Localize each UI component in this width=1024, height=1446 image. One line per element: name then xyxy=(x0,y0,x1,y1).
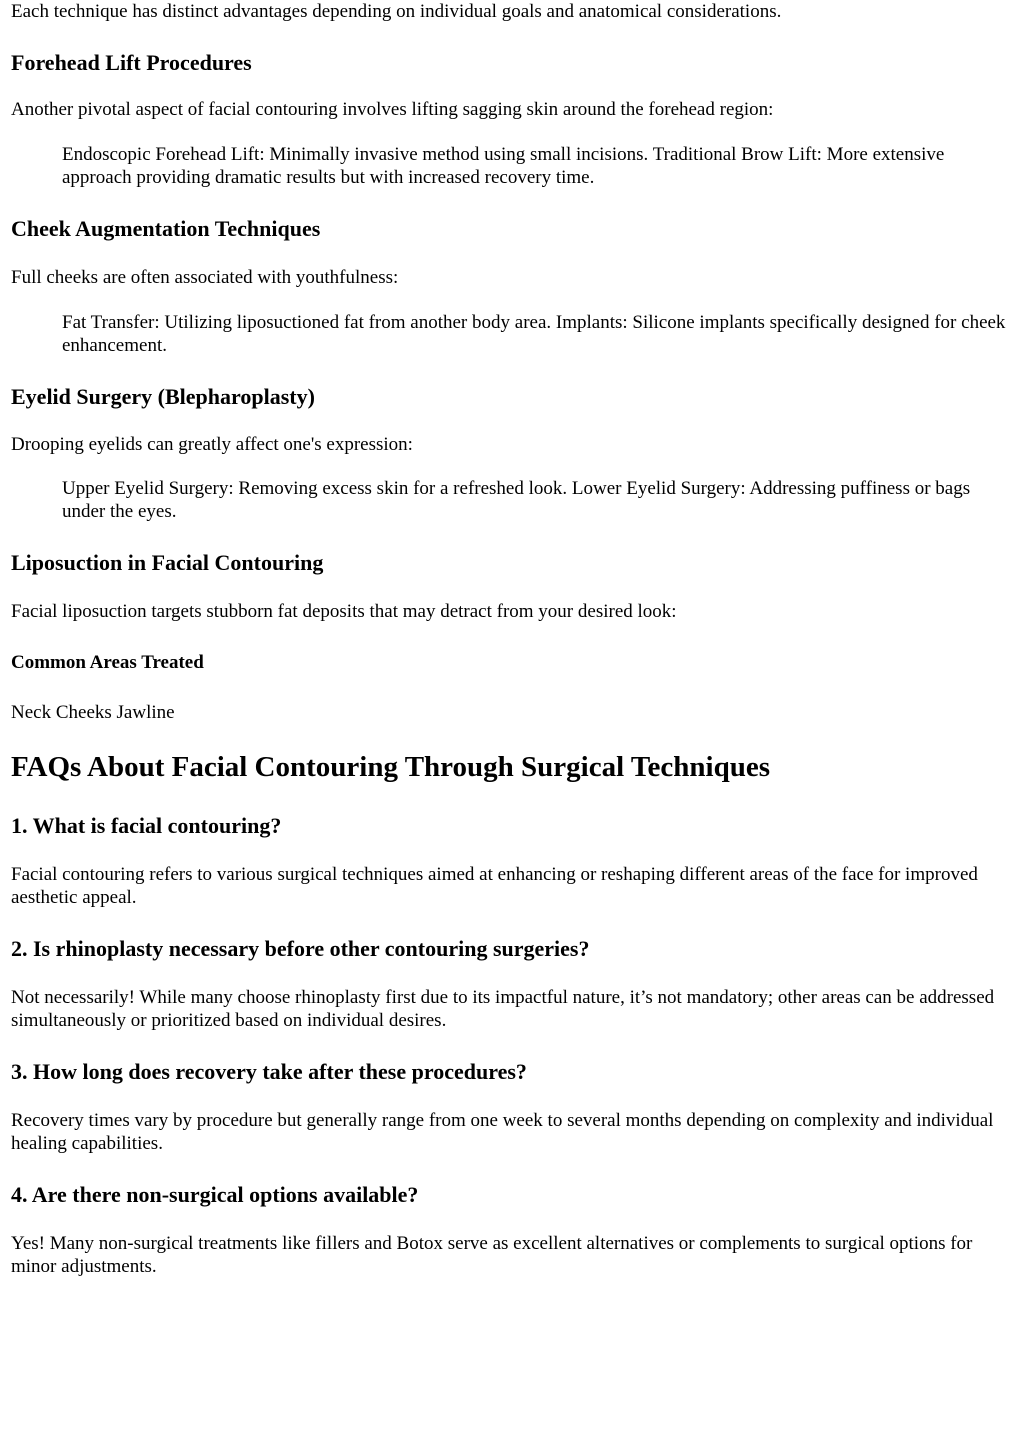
section-heading-cheek-augmentation: Cheek Augmentation Techniques xyxy=(11,216,321,241)
faq-question-1: 1. What is facial contouring? xyxy=(11,813,282,838)
faq-answer-2: Not necessarily! While many choose rhinoplasty first due to its impactful nature, it’s not mandatory; other areas can be addressed simultaneously or prioritized based on individual desires. xyxy=(11,987,995,1031)
faq-answer-3: Recovery times vary by procedure but generally range from one week to several months depending on complexity and individual healing capabilities. xyxy=(11,1110,994,1154)
faq-answer-4: Yes! Many non-surgical treatments like fillers and Botox serve as excellent alternatives or complements to surgical options for minor adjustments. xyxy=(11,1233,973,1277)
section-list-forehead-lift: Endoscopic Forehead Lift: Minimally invasive method using small incisions. Traditional Brow Lift: More extensive approach providing dramatic results but with increased recovery time. xyxy=(62,144,945,188)
common-areas-list: Neck Cheeks Jawline xyxy=(11,702,175,723)
intro-paragraph: Each technique has distinct advantages depending on individual goals and anatomical considerations. xyxy=(11,1,782,22)
faq-question-4: 4. Are there non-surgical options available? xyxy=(11,1182,419,1207)
section-heading-eyelid-surgery: Eyelid Surgery (Blepharoplasty) xyxy=(11,384,315,409)
section-lead-eyelid-surgery: Drooping eyelids can greatly affect one's expression: xyxy=(11,434,413,455)
faq-question-3: 3. How long does recovery take after these procedures? xyxy=(11,1059,527,1084)
section-list-cheek-augmentation: Fat Transfer: Utilizing liposuctioned fat from another body area. Implants: Silicone implants specifically designed for cheek enhancement. xyxy=(62,312,1006,356)
section-heading-forehead-lift: Forehead Lift Procedures xyxy=(11,50,252,75)
faq-question-2: 2. Is rhinoplasty necessary before other contouring surgeries? xyxy=(11,936,590,961)
section-lead-cheek-augmentation: Full cheeks are often associated with youthfulness: xyxy=(11,267,399,288)
section-list-eyelid-surgery: Upper Eyelid Surgery: Removing excess skin for a refreshed look. Lower Eyelid Surgery: Addressing puffiness or bags under the eyes. xyxy=(62,478,971,522)
faq-answer-1: Facial contouring refers to various surgical techniques aimed at enhancing or reshaping different areas of the face for improved aesthetic appeal. xyxy=(11,864,978,908)
section-lead-forehead-lift: Another pivotal aspect of facial contouring involves lifting sagging skin around the forehead region: xyxy=(11,99,774,120)
subheading-common-areas: Common Areas Treated xyxy=(11,652,204,673)
section-heading-liposuction: Liposuction in Facial Contouring xyxy=(11,550,324,575)
faq-title: FAQs About Facial Contouring Through Surgical Techniques xyxy=(11,751,771,783)
section-lead-liposuction: Facial liposuction targets stubborn fat deposits that may detract from your desired look: xyxy=(11,601,677,622)
